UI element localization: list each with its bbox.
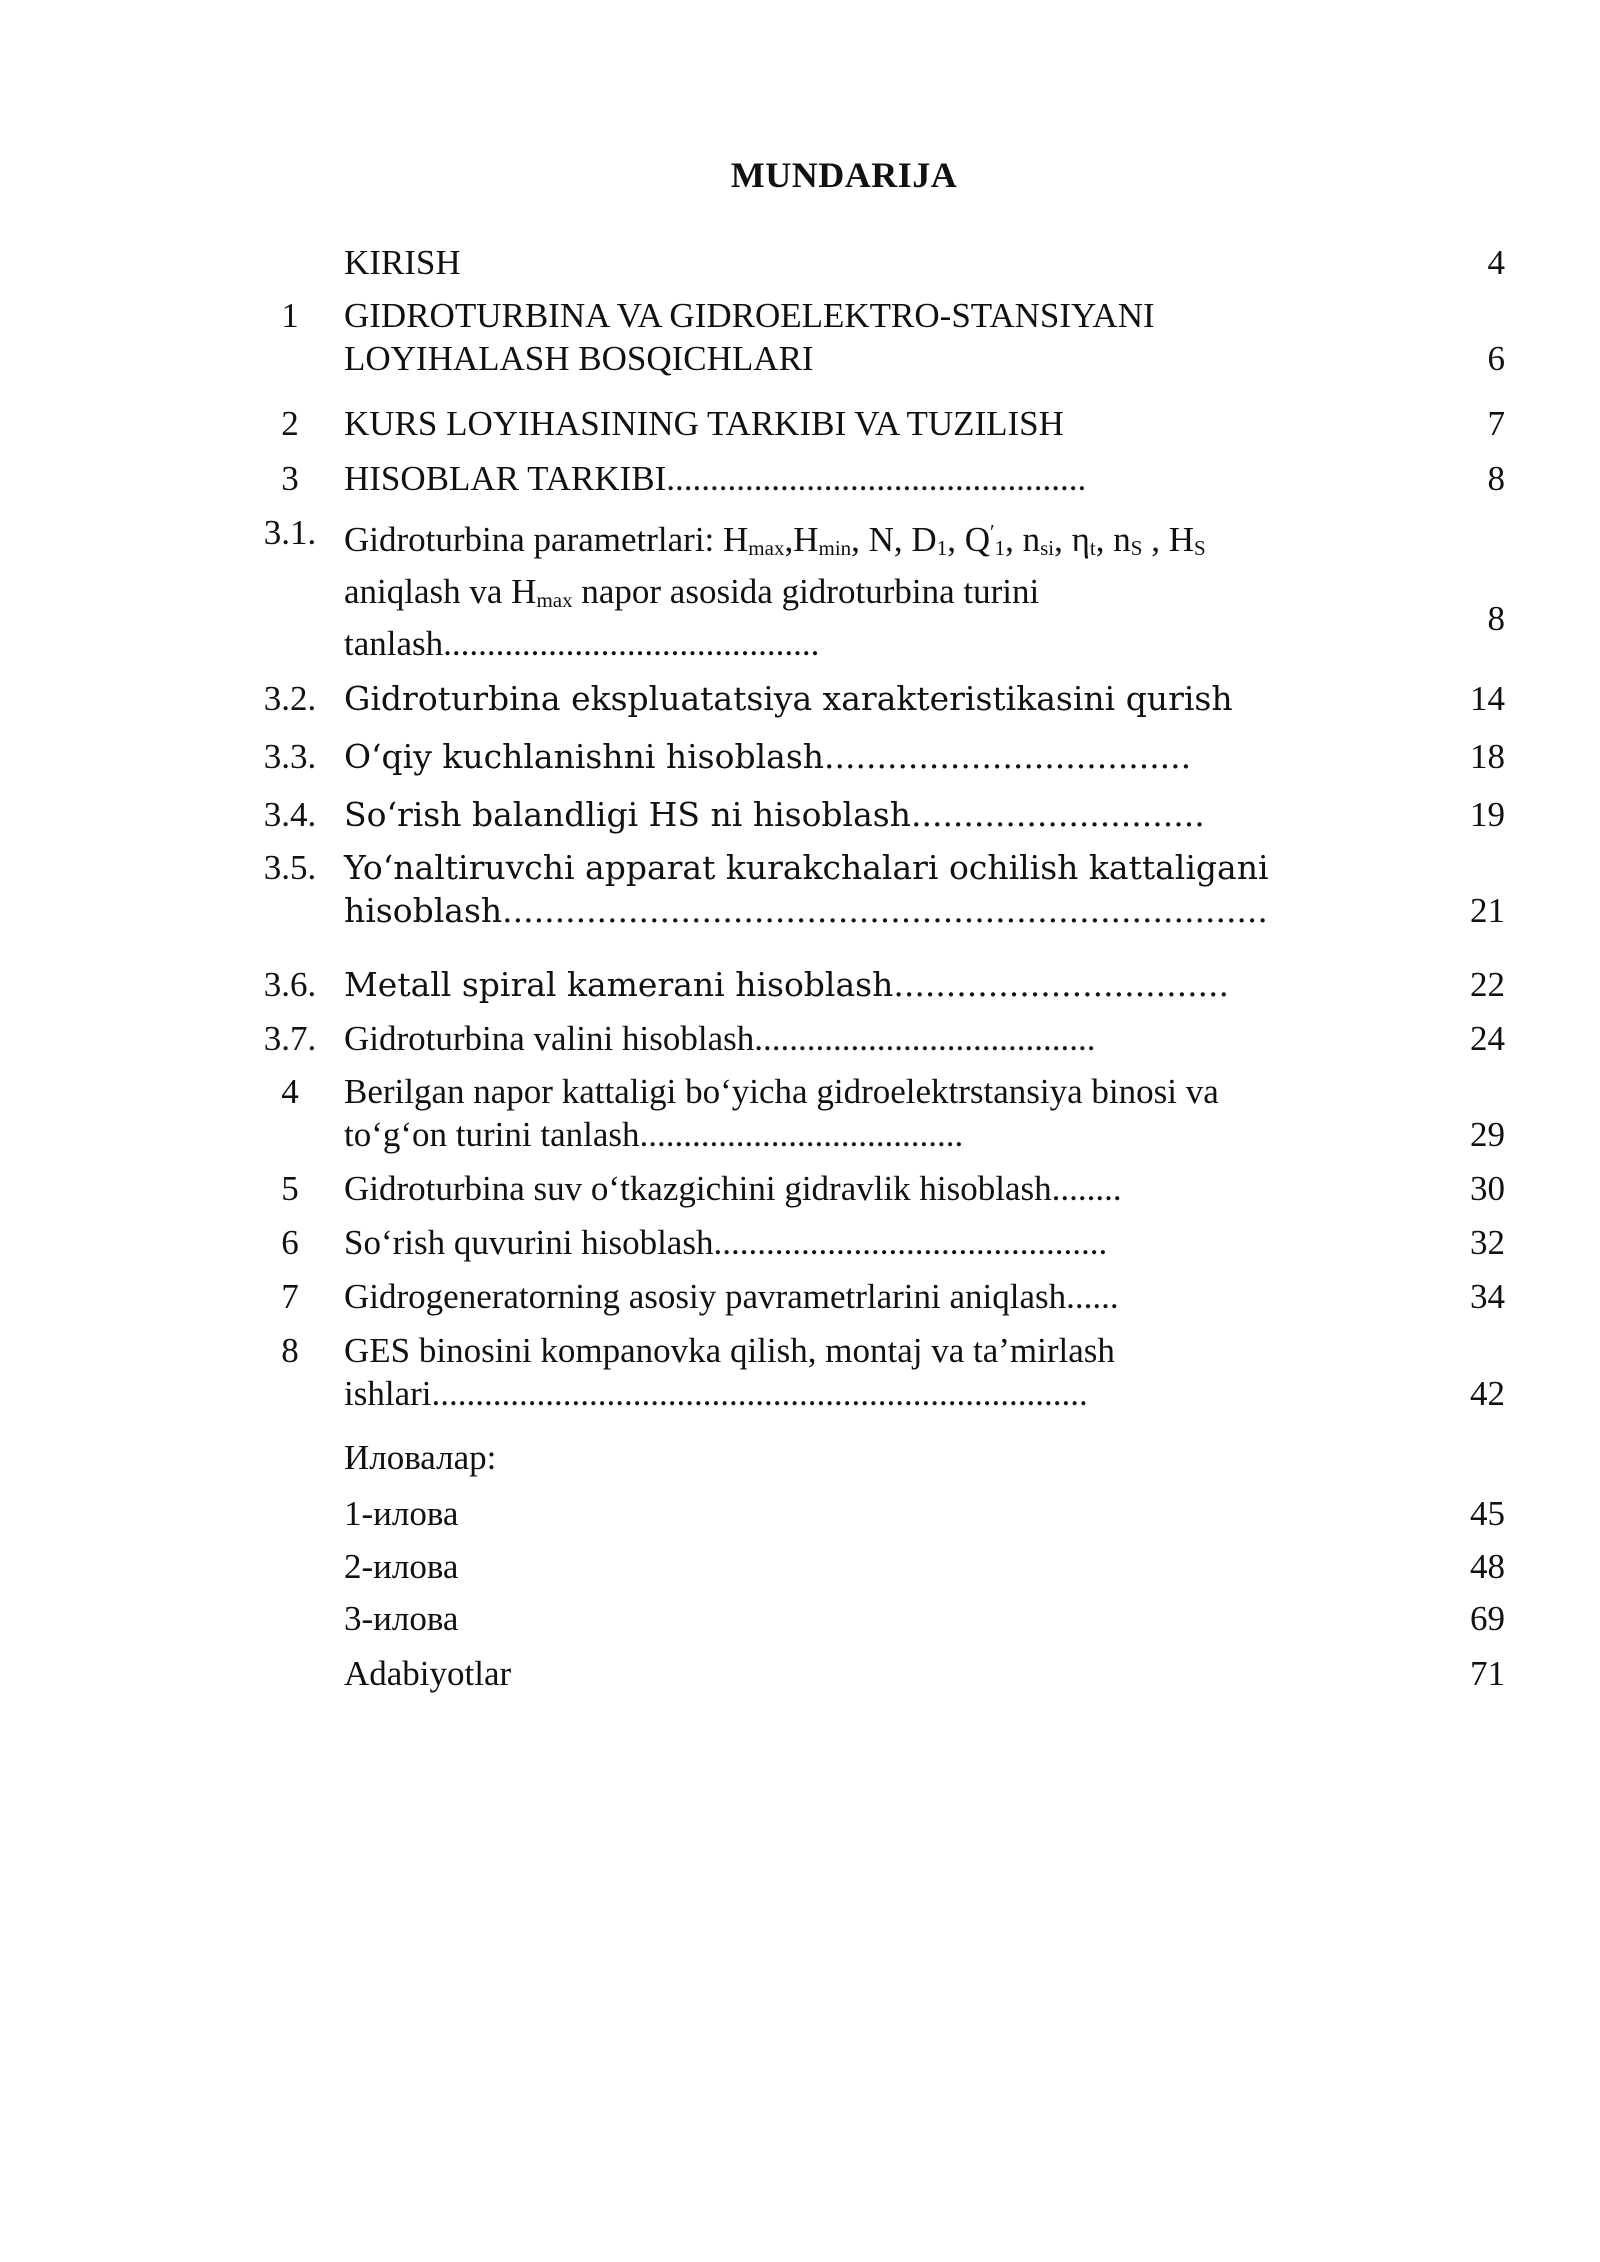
toc-page: 8 (1487, 459, 1505, 498)
toc-title: Gidrogeneratorning asosiy pavrametrlarini aniqlash...... (344, 1277, 1119, 1316)
toc-title: KIRISH (344, 243, 461, 282)
toc-number: 3 (281, 459, 299, 498)
toc-page: 24 (1470, 1019, 1505, 1058)
toc-title: 2-илова (344, 1547, 459, 1586)
toc-title: 1-илова (344, 1494, 459, 1533)
toc-page: 34 (1470, 1277, 1505, 1316)
toc-title: O‘qiy kuchlanishni hisoblash................................... (344, 737, 1192, 776)
toc-page: 45 (1470, 1494, 1505, 1533)
toc-title-line: Yo‘naltiruvchi apparat kurakchalari ochilish kattaligani (344, 848, 1269, 887)
toc-page: 29 (1470, 1115, 1505, 1154)
toc-title-line: hisoblash......................................................................... (344, 891, 1268, 930)
toc-title-line: ishlari........................................................................... (344, 1374, 1088, 1413)
toc-title: So‘rish balandligi HS ni hisoblash............................ (344, 795, 1205, 834)
toc-number: 3.5. (263, 848, 317, 887)
toc-title-line: GES binosini kompanovka qilish, montaj va ta’mirlash (344, 1331, 1115, 1370)
toc-title: Gidroturbina ekspluatatsiya xarakteristikasini qurish (344, 679, 1233, 718)
toc-number: 3.1. (263, 513, 317, 552)
toc-title-line: GIDROTURBINA VA GIDROELEKTRO-STANSIYANI (344, 296, 1155, 335)
toc-title: KURS LOYIHASINING TARKIBI VA TUZILISH (344, 404, 1064, 443)
toc-page: 21 (1470, 891, 1505, 930)
toc-page: 42 (1470, 1374, 1505, 1413)
toc-number: 3.7. (263, 1019, 317, 1058)
toc-number: 2 (281, 404, 299, 443)
toc-number: 5 (281, 1169, 299, 1208)
toc-page: 8 (1487, 599, 1505, 638)
toc-page: 48 (1470, 1547, 1505, 1586)
toc-number: 3.6. (263, 965, 317, 1004)
toc-title-line: LOYIHALASH BOSQICHLARI (344, 339, 814, 378)
toc-page: 19 (1470, 795, 1505, 834)
toc-title: Adabiyotlar (344, 1654, 512, 1693)
toc-number: 8 (281, 1331, 299, 1370)
toc-title-line: to‘g‘on turini tanlash..................................... (344, 1115, 964, 1154)
toc-number: 1 (281, 296, 299, 335)
toc-page: 30 (1470, 1169, 1505, 1208)
toc-title-line: Gidroturbina parametrlari: Hmax,Hmin, N, D1, Q′1, nsi, ηt, nS , HS (344, 520, 1206, 560)
toc-title: Gidroturbina suv o‘tkazgichini gidravlik hisoblash........ (344, 1169, 1122, 1208)
toc-number: 3.3. (263, 737, 317, 776)
toc-number: 3.2. (263, 679, 317, 718)
toc-page: 14 (1470, 679, 1505, 718)
toc-page: 18 (1470, 737, 1505, 776)
toc-page: 71 (1470, 1654, 1505, 1693)
toc-title-line: Berilgan napor kattaligi bo‘yicha gidroelektrstansiya binosi va (344, 1072, 1219, 1111)
toc-title: HISOBLAR TARKIBI................................................ (344, 459, 1087, 498)
toc-title: Metall spiral kamerani hisoblash................................ (344, 965, 1230, 1004)
toc-number: 7 (281, 1277, 299, 1316)
toc-title: So‘rish quvurini hisoblash............................................. (344, 1223, 1108, 1262)
toc-page: 69 (1470, 1599, 1505, 1638)
toc-title: 3-илова (344, 1599, 459, 1638)
toc-title: Gidroturbina valini hisoblash....................................... (344, 1019, 1096, 1058)
toc-title-line: tanlash........................................... (344, 624, 820, 663)
toc-number: 6 (281, 1223, 299, 1262)
toc-page: 22 (1470, 965, 1505, 1004)
toc-page: 6 (1487, 339, 1505, 378)
toc-title: Иловалар: (344, 1438, 497, 1477)
toc-page: 7 (1487, 404, 1505, 443)
toc-page: 32 (1470, 1223, 1505, 1262)
toc-number: 3.4. (263, 795, 317, 834)
toc-title-line: aniqlash va Hmax napor asosida gidroturbina turini (344, 572, 1040, 612)
toc-page: 4 (1487, 243, 1505, 282)
toc-number: 4 (281, 1072, 299, 1111)
page-title: MUNDARIJA (730, 155, 958, 195)
